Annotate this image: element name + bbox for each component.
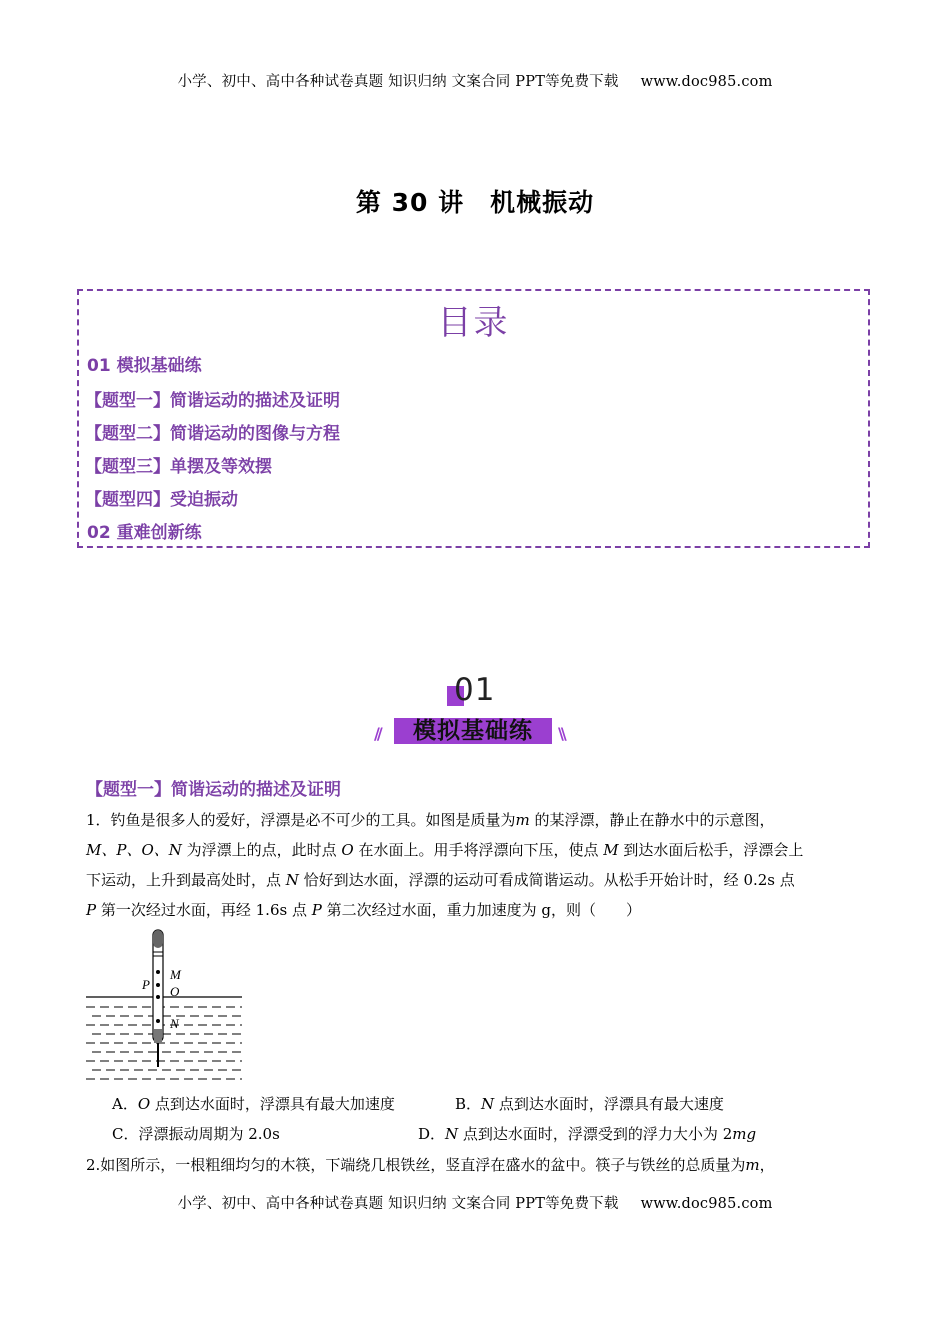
option-b[interactable]: B．N 点到达水面时，浮漂具有最大速度 [455, 1095, 724, 1113]
question-1-line-4: P 第一次经过水面，再经 1.6s 点 P 第二次经过水面，重力加速度为 g，则（ ） [86, 901, 641, 919]
question-type-heading: 【题型一】简谐运动的描述及证明 [86, 780, 341, 800]
left-slash-decoration: // [374, 724, 380, 743]
question-1-line-3: 下运动，上升到最高处时，点 N 恰好到达水面，浮漂的运动可看成简谐运动。从松手开始计时，经 0.2s 点 [86, 871, 795, 889]
table-of-contents [77, 289, 870, 548]
float-diagram [84, 925, 249, 1085]
question-2-text: 2.如图所示，一根粗细均匀的木筷，下端绕几根铁丝，竖直浮在盛水的盆中。筷子与铁丝的总质量为m， [86, 1156, 775, 1174]
toc-item-type-three[interactable]: 【题型三】单摆及等效摆 [85, 457, 272, 477]
option-a[interactable]: A．O 点到达水面时，浮漂具有最大加速度 [112, 1095, 395, 1113]
point-p [156, 983, 160, 987]
float-weight [154, 1029, 162, 1043]
page-footer [0, 1192, 950, 1213]
header-text: 小学、初中、高中各种试卷真题 知识归纳 文案合同 PPT等免费下载 [177, 74, 619, 90]
toc-item-type-two[interactable]: 【题型二】简谐运动的图像与方程 [85, 424, 340, 444]
page-title: 第 30 讲 机械振动 [355, 188, 595, 217]
option-d[interactable]: D．N 点到达水面时，浮漂受到的浮力大小为 2mg [418, 1125, 757, 1143]
question-1-line-2: M、P、O、N 为浮漂上的点，此时点 O 在水面上。用手将浮漂向下压，使点 M 到达水面后松手，浮漂会上 [86, 841, 804, 859]
section-title: 模拟基础练 [413, 718, 533, 744]
footer-site-link[interactable]: www.doc985.com [640, 1196, 773, 1212]
toc-item-advanced-practice[interactable]: 02 重难创新练 [87, 523, 202, 543]
label-p: P [142, 977, 150, 992]
right-slash-decoration: \\ [558, 724, 564, 743]
question-1-line-1: 1．钓鱼是很多人的爱好，浮漂是必不可少的工具。如图是质量为m 的某浮漂，静止在静水中的示意图， [86, 811, 775, 829]
page-header [0, 70, 950, 91]
section-banner [370, 672, 580, 752]
option-c[interactable]: C．浮漂振动周期为 2.0s [112, 1125, 280, 1143]
label-o: O [170, 984, 180, 999]
toc-item-basic-practice[interactable]: 01 模拟基础练 [87, 356, 202, 376]
point-n [156, 1019, 160, 1023]
label-n: N [170, 1016, 179, 1031]
toc-item-type-one[interactable]: 【题型一】简谐运动的描述及证明 [85, 391, 340, 411]
footer-text: 小学、初中、高中各种试卷真题 知识归纳 文案合同 PPT等免费下载 [177, 1196, 619, 1212]
section-number: 01 [454, 672, 496, 708]
label-m: M [170, 967, 181, 982]
float-top-cap [153, 930, 163, 948]
question-1-text [86, 805, 866, 925]
toc-item-type-four[interactable]: 【题型四】受迫振动 [85, 490, 238, 510]
point-m [156, 970, 160, 974]
header-site-link[interactable]: www.doc985.com [640, 74, 773, 90]
toc-heading: 目录 [437, 303, 510, 343]
point-o [156, 995, 160, 999]
